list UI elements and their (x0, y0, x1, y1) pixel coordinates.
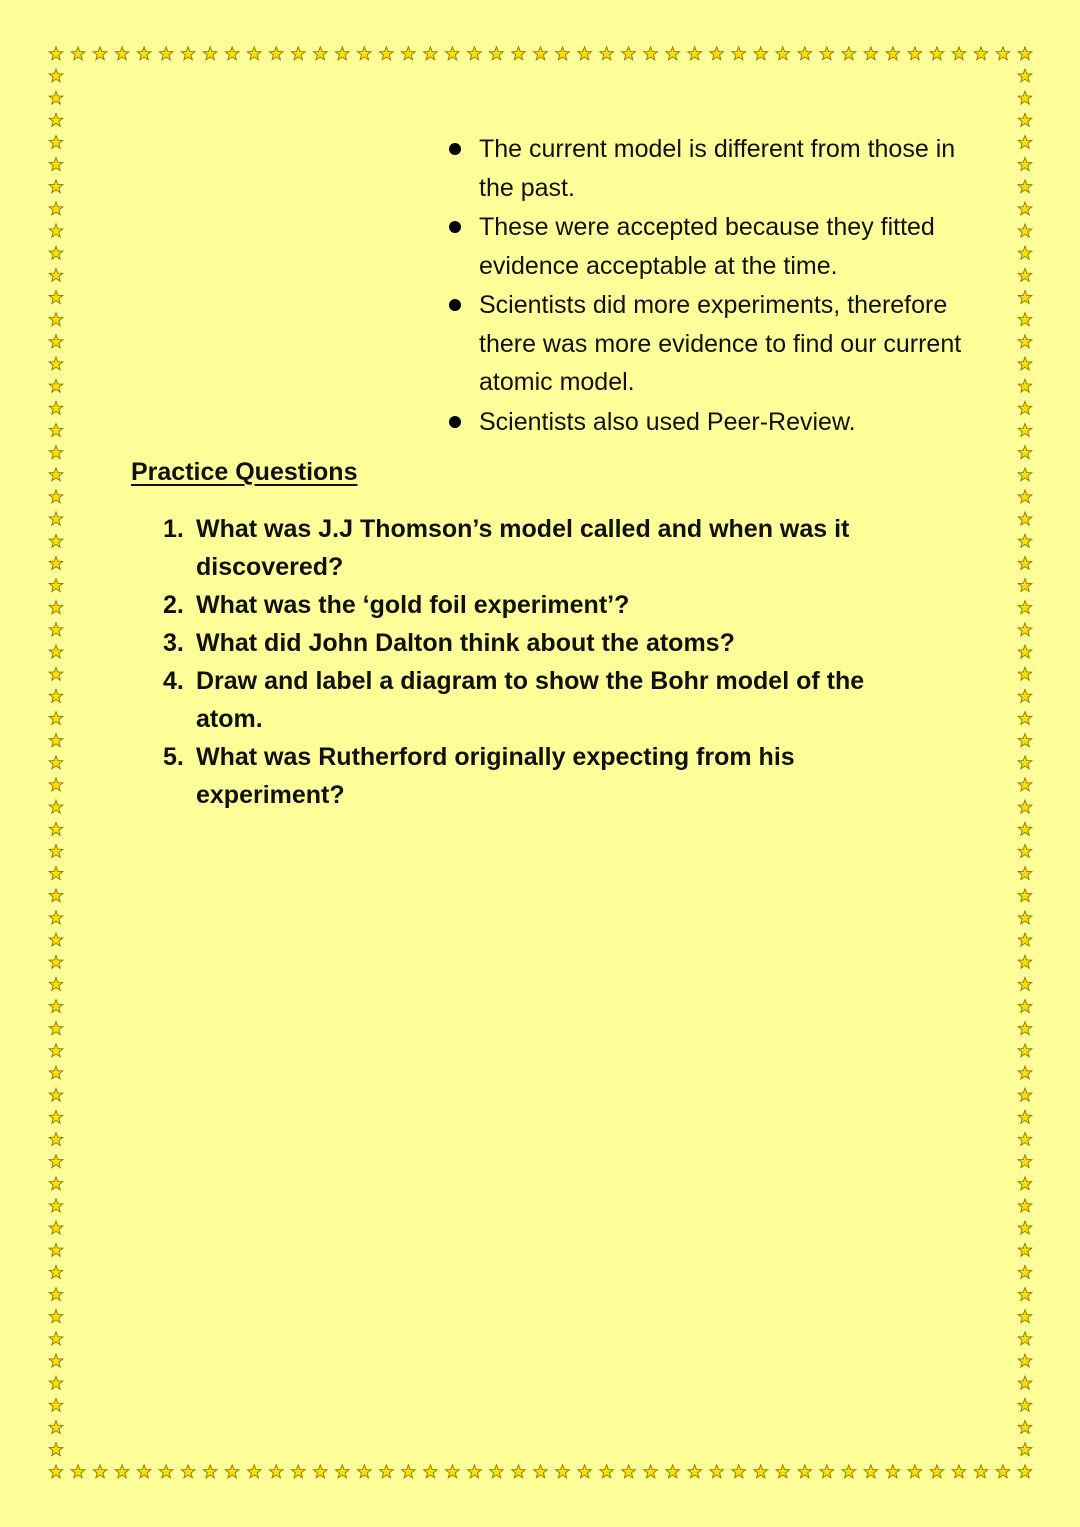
star-icon (203, 47, 217, 60)
star-icon (291, 47, 305, 60)
star-icon (754, 47, 768, 60)
star-icon (49, 1332, 63, 1345)
star-icon (1018, 423, 1032, 436)
star-icon (93, 1465, 107, 1478)
star-icon (886, 47, 900, 60)
star-icon (71, 1465, 85, 1478)
star-icon (1018, 1420, 1032, 1433)
star-icon (49, 889, 63, 902)
star-icon (335, 47, 349, 60)
star-icon (578, 1465, 592, 1478)
star-icon (1018, 1443, 1032, 1456)
star-icon (1018, 468, 1032, 481)
star-icon (49, 977, 63, 990)
star-icon (181, 47, 195, 60)
star-icon (1018, 711, 1032, 724)
star-icon (622, 47, 636, 60)
star-icon (1018, 667, 1032, 680)
star-icon (644, 47, 658, 60)
star-icon (864, 47, 878, 60)
star-icon (49, 135, 63, 148)
bullet-text: Scientists also used Peer-Review. (479, 407, 856, 436)
star-icon (776, 1465, 790, 1478)
star-icon (1018, 579, 1032, 592)
bullet-dot-icon (449, 416, 461, 428)
star-icon (49, 1265, 63, 1278)
star-icon (379, 1465, 393, 1478)
star-icon (1018, 313, 1032, 326)
question-item (163, 738, 923, 814)
question-number: 4. (163, 667, 184, 695)
star-icon (49, 756, 63, 769)
star-icon (137, 47, 151, 60)
summary-bullet-list (447, 130, 967, 442)
star-icon (379, 47, 393, 60)
question-item (163, 510, 923, 586)
star-icon (49, 1420, 63, 1433)
star-icon (115, 1465, 129, 1478)
star-icon (490, 47, 504, 60)
question-text: What did John Dalton think about the atoms? (196, 629, 735, 657)
star-icon (49, 601, 63, 614)
question-item (163, 586, 923, 624)
star-icon (313, 47, 327, 60)
star-icon (49, 47, 63, 60)
star-icon (1018, 291, 1032, 304)
star-icon (137, 1465, 151, 1478)
question-item (163, 624, 923, 662)
star-icon (49, 512, 63, 525)
star-icon (49, 1221, 63, 1234)
star-icon (1018, 1177, 1032, 1190)
star-icon (402, 1465, 416, 1478)
star-icon (71, 47, 85, 60)
star-icon (49, 1177, 63, 1190)
star-icon (49, 468, 63, 481)
star-icon (710, 47, 724, 60)
star-icon (1018, 135, 1032, 148)
star-icon (1018, 534, 1032, 547)
star-icon (1018, 778, 1032, 791)
star-icon (1018, 911, 1032, 924)
star-icon (115, 47, 129, 60)
star-icon (1018, 756, 1032, 769)
question-text: Draw and label a diagram to show the Bohr model of the atom. (196, 667, 865, 733)
star-icon (49, 933, 63, 946)
star-icon (952, 47, 966, 60)
star-icon (1018, 335, 1032, 348)
star-icon (512, 47, 526, 60)
star-icon (1018, 490, 1032, 503)
bullet-text: The current model is different from those in the past. (479, 135, 956, 202)
question-item (163, 662, 923, 738)
star-icon (1018, 822, 1032, 835)
bullet-dot-icon (449, 143, 461, 155)
star-icon (357, 1465, 371, 1478)
star-icon (49, 1354, 63, 1367)
star-icon (556, 47, 570, 60)
star-icon (1018, 91, 1032, 104)
star-icon (534, 47, 548, 60)
star-icon (1018, 1243, 1032, 1256)
star-icon (1018, 1465, 1032, 1478)
star-icon (1018, 867, 1032, 880)
star-icon (1018, 1044, 1032, 1057)
star-icon (1018, 689, 1032, 702)
star-icon (688, 47, 702, 60)
star-icon (732, 47, 746, 60)
star-icon (49, 113, 63, 126)
star-icon (930, 1465, 944, 1478)
star-icon (402, 47, 416, 60)
star-icon (1018, 800, 1032, 813)
star-icon (732, 1465, 746, 1478)
star-icon (49, 867, 63, 880)
star-icon (269, 1465, 283, 1478)
star-icon (1018, 1288, 1032, 1301)
star-icon (600, 47, 614, 60)
star-icon (1018, 180, 1032, 193)
star-icon (1018, 734, 1032, 747)
star-icon (512, 1465, 526, 1478)
star-icon (1018, 1088, 1032, 1101)
star-icon (468, 1465, 482, 1478)
star-icon (820, 1465, 834, 1478)
star-icon (1018, 47, 1032, 60)
star-icon (49, 955, 63, 968)
star-icon (1018, 1265, 1032, 1278)
star-icon (600, 1465, 614, 1478)
star-icon (1018, 1000, 1032, 1013)
star-icon (1018, 556, 1032, 569)
star-icon (49, 844, 63, 857)
star-icon (49, 91, 63, 104)
star-icon (49, 268, 63, 281)
practice-questions-heading: Practice Questions (131, 458, 358, 486)
star-icon (1018, 69, 1032, 82)
bullet-dot-icon (449, 299, 461, 311)
star-icon (49, 180, 63, 193)
bullet-item (447, 208, 967, 285)
star-icon (93, 47, 107, 60)
star-icon (49, 1398, 63, 1411)
star-icon (1018, 224, 1032, 237)
question-text: What was J.J Thomson’s model called and when was it discovered? (196, 515, 850, 581)
star-icon (49, 734, 63, 747)
star-icon (49, 1199, 63, 1212)
star-icon (49, 645, 63, 658)
star-icon (49, 1088, 63, 1101)
star-icon (1018, 933, 1032, 946)
star-icon (49, 291, 63, 304)
star-icon (49, 401, 63, 414)
star-icon (49, 1066, 63, 1079)
star-icon (622, 1465, 636, 1478)
star-icon (49, 1000, 63, 1013)
star-icon (357, 47, 371, 60)
star-icon (996, 47, 1010, 60)
star-icon (886, 1465, 900, 1478)
star-icon (754, 1465, 768, 1478)
practice-question-list (163, 510, 923, 814)
star-icon (49, 1288, 63, 1301)
star-icon (335, 1465, 349, 1478)
star-icon (49, 1465, 63, 1478)
star-icon (49, 1110, 63, 1123)
question-number: 2. (163, 591, 184, 619)
star-icon (203, 1465, 217, 1478)
star-icon (578, 47, 592, 60)
star-icon (225, 47, 239, 60)
star-icon (1018, 1221, 1032, 1234)
star-icon (864, 1465, 878, 1478)
bullet-item (447, 286, 967, 402)
question-number: 3. (163, 629, 184, 657)
star-icon (49, 689, 63, 702)
star-icon (534, 1465, 548, 1478)
star-icon (974, 1465, 988, 1478)
star-icon (225, 1465, 239, 1478)
star-icon (1018, 113, 1032, 126)
star-icon (1018, 1022, 1032, 1035)
star-icon (908, 47, 922, 60)
star-icon (1018, 1066, 1032, 1079)
star-icon (688, 1465, 702, 1478)
question-text: What was Rutherford originally expecting from his experiment? (196, 743, 795, 809)
star-icon (49, 1376, 63, 1389)
star-icon (952, 1465, 966, 1478)
star-icon (49, 1022, 63, 1035)
star-icon (556, 1465, 570, 1478)
star-icon (644, 1465, 658, 1478)
star-icon (49, 1132, 63, 1145)
star-icon (1018, 158, 1032, 171)
star-icon (49, 69, 63, 82)
star-icon (842, 47, 856, 60)
star-icon (710, 1465, 724, 1478)
star-icon (1018, 1310, 1032, 1323)
star-icon (49, 1443, 63, 1456)
bullet-item (447, 403, 967, 442)
star-icon (247, 47, 261, 60)
star-icon (490, 1465, 504, 1478)
star-icon (49, 623, 63, 636)
star-icon (930, 47, 944, 60)
star-icon (247, 1465, 261, 1478)
star-icon (996, 1465, 1010, 1478)
star-icon (49, 1155, 63, 1168)
star-icon (1018, 1376, 1032, 1389)
star-icon (49, 911, 63, 924)
star-icon (181, 1465, 195, 1478)
star-icon (974, 47, 988, 60)
star-icon (1018, 844, 1032, 857)
star-icon (1018, 202, 1032, 215)
star-icon (424, 1465, 438, 1478)
star-icon (1018, 268, 1032, 281)
star-icon (49, 556, 63, 569)
star-icon (49, 379, 63, 392)
star-icon (1018, 1199, 1032, 1212)
star-icon (1018, 401, 1032, 414)
star-icon (49, 158, 63, 171)
star-icon (798, 1465, 812, 1478)
star-icon (49, 1044, 63, 1057)
star-icon (1018, 446, 1032, 459)
star-icon (49, 490, 63, 503)
star-icon (159, 47, 173, 60)
star-icon (1018, 512, 1032, 525)
bullet-text: Scientists did more experiments, therefore there was more evidence to find our current atomic model. (479, 291, 962, 396)
star-icon (49, 1243, 63, 1256)
star-icon (49, 667, 63, 680)
star-icon (49, 423, 63, 436)
star-icon (49, 246, 63, 259)
star-icon (908, 1465, 922, 1478)
star-icon (776, 47, 790, 60)
star-icon (1018, 357, 1032, 370)
star-icon (468, 47, 482, 60)
star-icon (1018, 1132, 1032, 1145)
star-icon (49, 224, 63, 237)
star-icon (49, 800, 63, 813)
star-icon (159, 1465, 173, 1478)
star-icon (666, 47, 680, 60)
bullet-item (447, 130, 967, 207)
star-icon (49, 534, 63, 547)
star-icon (49, 711, 63, 724)
star-icon (49, 446, 63, 459)
star-icon (666, 1465, 680, 1478)
star-icon (1018, 977, 1032, 990)
star-icon (1018, 955, 1032, 968)
star-icon (1018, 601, 1032, 614)
star-icon (49, 202, 63, 215)
star-icon (446, 47, 460, 60)
star-icon (49, 579, 63, 592)
star-icon (798, 47, 812, 60)
star-icon (842, 1465, 856, 1478)
star-icon (49, 313, 63, 326)
star-icon (424, 47, 438, 60)
star-icon (1018, 1110, 1032, 1123)
star-icon (269, 47, 283, 60)
star-icon (1018, 379, 1032, 392)
star-icon (49, 1310, 63, 1323)
question-number: 5. (163, 743, 184, 771)
star-icon (1018, 889, 1032, 902)
star-icon (1018, 1354, 1032, 1367)
star-icon (1018, 1155, 1032, 1168)
star-icon (1018, 1332, 1032, 1345)
star-icon (49, 335, 63, 348)
star-icon (820, 47, 834, 60)
question-number: 1. (163, 515, 184, 543)
star-icon (291, 1465, 305, 1478)
star-icon (1018, 645, 1032, 658)
star-icon (49, 778, 63, 791)
star-icon (1018, 246, 1032, 259)
star-icon (446, 1465, 460, 1478)
star-icon (313, 1465, 327, 1478)
star-icon (49, 357, 63, 370)
star-icon (49, 822, 63, 835)
bullet-dot-icon (449, 221, 461, 233)
star-icon (1018, 623, 1032, 636)
star-icon (1018, 1398, 1032, 1411)
bullet-text: These were accepted because they fitted evidence acceptable at the time. (479, 213, 935, 280)
question-text: What was the ‘gold foil experiment’? (196, 591, 630, 619)
